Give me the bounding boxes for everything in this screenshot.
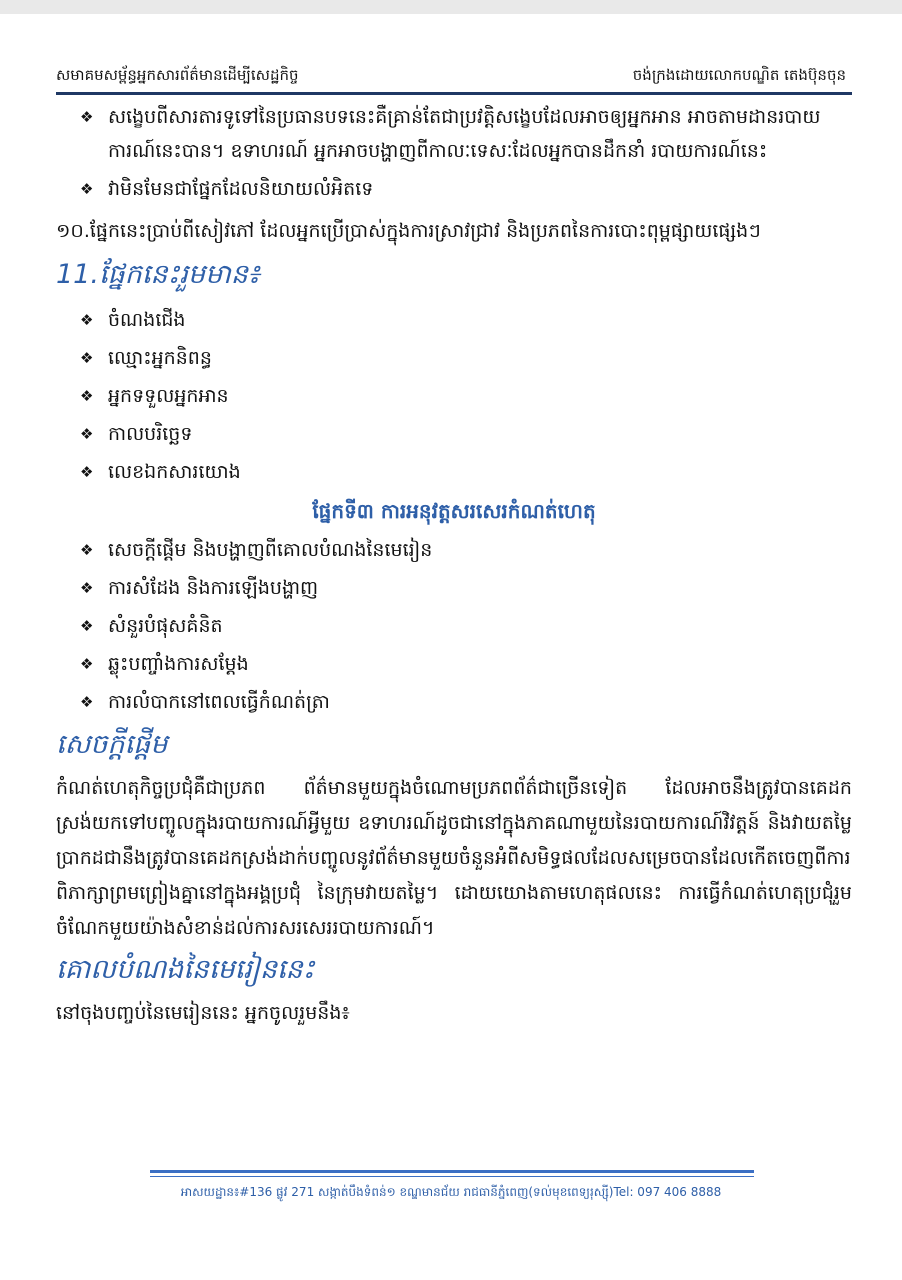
header-divider [56, 92, 852, 95]
footer-divider [150, 1170, 754, 1173]
paragraph-10: ១០.ផ្នែកនេះប្រាប់ពីសៀវភៅ ដែលអ្នកប្រើប្រាស់ក្នុងការស្រាវជ្រាវ និងប្រភពនៃការបោះពុម្ពផ្សាយផ្សេងៗ [56, 220, 761, 242]
list-item: ❖ អ្នកទទួលអ្នកអាន [80, 377, 852, 415]
diamond-bullet-icon: ❖ [80, 387, 94, 405]
diamond-bullet-icon: ❖ [80, 541, 94, 559]
diamond-bullet-icon: ❖ [80, 311, 94, 329]
objective-heading: គោលបំណងនៃមេរៀននេះ [56, 954, 315, 985]
section-list [56, 531, 852, 721]
list-item: ❖ ចំណងជើង [80, 301, 852, 339]
list-item: ❖ ការសំដែង និងការឡើងបង្ហាញ [80, 569, 852, 607]
list-item: ❖ កាលបរិច្ឆេទ [80, 415, 852, 453]
diamond-bullet-icon: ❖ [80, 463, 94, 481]
footer-address: អាសយដ្ឋាន៖#136 ផ្លូវ 271 សង្កាត់បឹងទំពន់១ ខណ្ឌមានជ័យ រាជធានីភ្នំពេញ(ទល់មុខពេទ្យរុស្ស៊ី)Tel: 097 406 8888 [180, 1185, 722, 1199]
page-content [56, 100, 852, 1035]
intro-paragraph: កំណត់ហេតុកិច្ចប្រជុំគឺជាប្រភព ព័ត៌មានមួយក្នុងចំណោមប្រភពព័ត៌ជាច្រើនទៀត ដែលអាចនឹងត្រូវបានគេដកស្រង់យកទៅបញ្ចូលក្នុងរបាយការណ៍អ្វីមួយ ឧទាហរណ៍ដូចជានៅក្នុងភាគណាមួយនៃរបាយការណ៍វិវត្តន៍ និងវាយតម្លៃប្រាកដជានឹងត្រូវបានគេដកស្រង់ដាក់បញ្ចូលនូវព័ត៌មានមួយចំនួនអំពីសមិទ្ធផលដែលសម្រេចបានដែលកើតចេញពីការពិភាក្សាព្រមព្រៀងគ្នានៅក្នុងអង្គប្រជុំ នៃក្រុមវាយតម្លៃ។ ដោយយោងតាមហេតុផលនេះ ការធ្វើកំណត់ហេតុប្រជុំរួមចំណែកមួយយ៉ាងសំខាន់ដល់ការសរសេររបាយការណ៍។ [56, 777, 852, 939]
diamond-bullet-icon: ❖ [80, 579, 94, 597]
top-gray-bar [0, 0, 902, 14]
diamond-bullet-icon: ❖ [80, 693, 94, 711]
objective-paragraph: នៅចុងបញ្ចប់នៃមេរៀននេះ អ្នកចូលរួមនឹង៖ [56, 1002, 350, 1024]
list-item: ❖ វាមិនមែនជាផ្នែកដែលនិយាយលំអិតទេ [80, 172, 852, 206]
diamond-bullet-icon: ❖ [80, 180, 94, 198]
list-item: ❖ សង្ខេបពីសារតារទូទៅនៃប្រធានបទនេះគឺគ្រាន់តែជាប្រវត្តិសង្ខេបដែលអាចឲ្យអ្នកអាន អាចតាមដានរបាយការណ៍នេះបាន។ ឧទាហរណ៍ អ្នកអាចបង្ហាញពីកាលៈទេសៈដែលអ្នកបានដឹកនាំ របាយការណ៍នេះ [80, 100, 852, 168]
diamond-bullet-icon: ❖ [80, 425, 94, 443]
list-item: ❖ លេខឯកសារយោង [80, 453, 852, 491]
diamond-bullet-icon: ❖ [80, 108, 94, 126]
list-item: ❖ ឆ្លុះបញ្ចាំងការសម្តែង [80, 645, 852, 683]
list-item: ❖ ការលំបាកនៅពេលធ្វើកំណត់ត្រា [80, 683, 852, 721]
section-title: ផ្នែកទី៣ ការអនុវត្តសរសេរកំណត់ហេតុ [312, 499, 596, 523]
list-item: ❖ សេចក្តីផ្តើម និងបង្ហាញពីគោលបំណងនៃមេរៀន [80, 531, 852, 569]
header-author: ចង់ក្រងដោយលោកបណ្ឌិត តេងប៊ុនចុន [632, 66, 846, 84]
heading-11: 11.ផ្នែកនេះរួមមាន៖ [56, 259, 260, 290]
diamond-bullet-icon: ❖ [80, 349, 94, 367]
list-item: ❖ សំនួរបំផុសគំនិត [80, 607, 852, 645]
diamond-bullet-icon: ❖ [80, 655, 94, 673]
intro-heading: សេចក្តីផ្តើម [56, 729, 168, 760]
header-organization: សមាគមសម្ព័ន្ធអ្នកសារព័ត៌មានដើម្បីសេដ្ឋកិច្ច [56, 66, 299, 84]
diamond-bullet-icon: ❖ [80, 617, 94, 635]
footer-divider-thin [150, 1176, 754, 1177]
list-11 [56, 301, 852, 491]
list-item: ❖ ឈ្មោះអ្នកនិពន្ធ [80, 339, 852, 377]
